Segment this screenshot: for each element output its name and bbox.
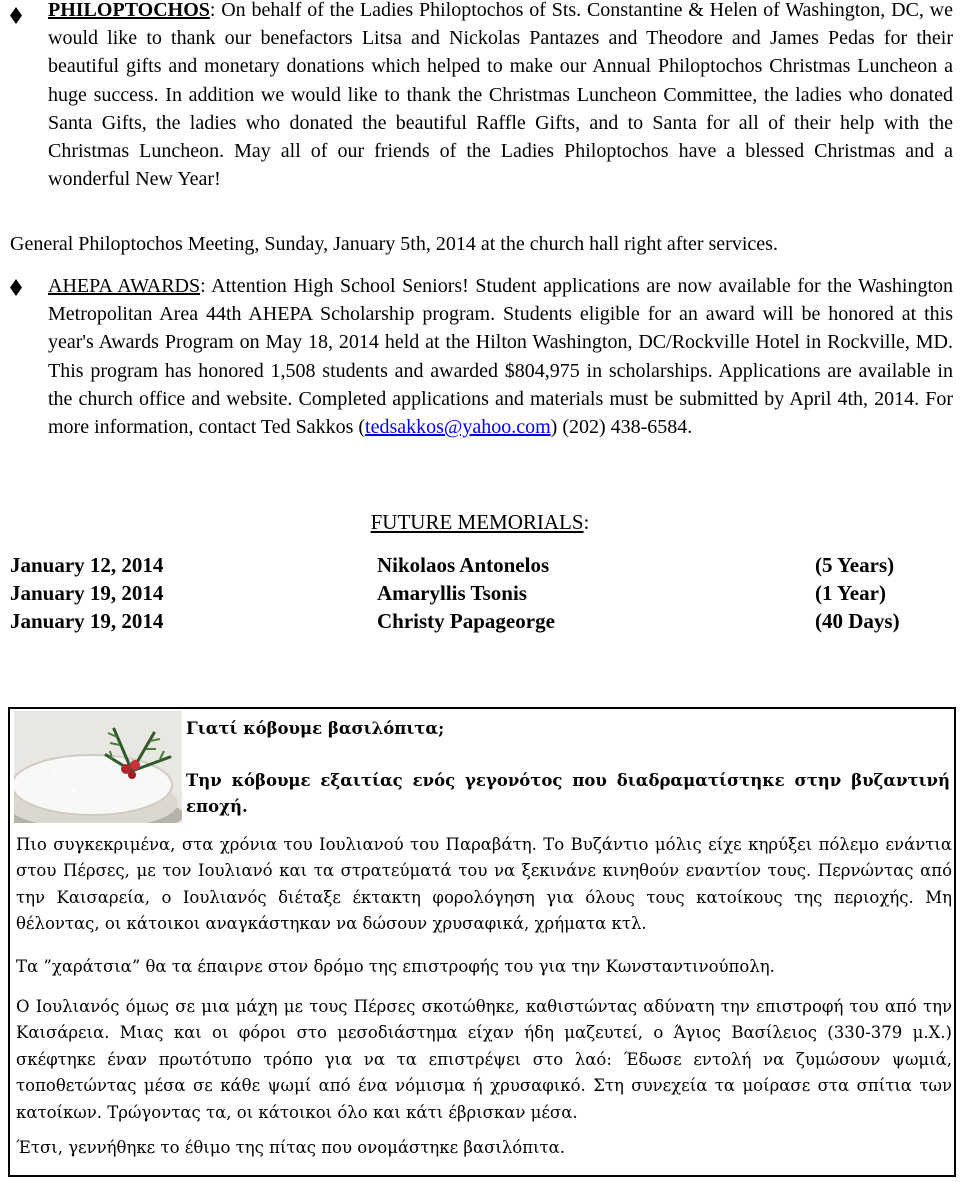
vasilopita-cake-photo [14,711,182,823]
vasilopita-paragraph-1: Πιο συγκεκριμένα, στα χρόνια του Ιουλιανού του Παραβάτη. Το Βυζάντιο μόλις είχε κηρύξει πόλεμο ενάντια στου Πέρσες, με τον Ιουλιανό και τα στρατεύματά του να ξεκινάνε κινηθούν εναντίον τους. Περνώντας από την Καισαρεία, ο Ιουλιανός διέταξε έκτακτη φορολόγηση για όλους τους κατοίκους της περιοχής. Μη θέλοντας, οι κάτοικοι αναγκάστηκαν να δώσουν χρυσαφικά, χρήματα κτλ. [16,835,952,934]
vasilopita-question: Γιατί κόβουμε βασιλόπιτα; [186,719,445,738]
vasilopita-headline: Την κόβουμε εξαιτίας ενός γεγονότος που διαδραματίστηκε στην βυζαντινή εποχή. [186,771,950,816]
memorial-period: (1 Year) [815,581,886,605]
memorial-row [0,607,960,635]
philoptochos-meeting: General Philoptochos Meeting, Sunday, January 5th, 2014 at the church hall right after services. [10,233,778,255]
memorial-date: January 19, 2014 [10,581,164,605]
vasilopita-box [8,707,956,1177]
memorial-name: Amaryllis Tsonis [377,581,527,605]
vasilopita-paragraph-3: Ο Ιουλιανός όμως σε μια μάχη με τους Πέρσες σκοτώθηκε, καθιστώντας αδύνατη την επιστροφή του από την Καισάρεια. Μιας και οι φόροι στο μεσοδιάστημα είχαν ήδη μαζευτεί, ο Άγιος Βασίλειος (330-379 μ.Χ.) σκέφτηκε έναν πρωτότυπο τρόπο για να τα επιστρέψει στο λαό: Έδωσε εντολή να ζυμώσουν ψωμιά, τοποθετώντας μέσα σε κάθε ψωμί από ένα νόμισμα ή χρυσαφικό. Στη συνεχεία τα μοίρασε στα σπίτια των κατοίκων. Τρώγοντας τα, οι κάτοικοι όλο και κάτι έβρισκαν μέσα. [16,997,952,1122]
memorials-title [0,508,960,536]
memorial-date: January 12, 2014 [10,553,164,577]
vasilopita-paragraph-4: Έτσι, γεννήθηκε το έθιμο της πίτας που ονομάστηκε βασιλόπιτα. [16,1138,566,1157]
memorial-name: Nikolaos Antonelos [377,553,550,577]
email-link[interactable]: tedsakkos@yahoo.com [365,416,551,439]
memorials-title-colon: : [583,510,590,534]
philoptochos-text: : On behalf of the Ladies Philoptochos of Sts. Constantine & Helen of Washington, DC, we would like to thank our benefactors Litsa and Nickolas Pantazes and Theodore and James Pedas for their beautiful gifts and monetary donations which helped to make our Annual Philoptochos Christmas Luncheon a huge success. In addition we would like to thank the Christmas Luncheon Committee, the ladies who donated Santa Gifts, the ladies who donated the beautiful Raffle Gifts, and to Santa for all of their help with the Christmas Luncheon. May all of our friends of the Ladies Philoptochos have a blessed Christmas and a wonderful New Year! [48,0,953,191]
memorials-title-text: FUTURE MEMORIALS [370,510,584,534]
memorial-period: (40 Days) [815,609,900,633]
philoptochos-heading: PHILOPTOCHOS [48,0,210,21]
memorial-row [0,579,960,607]
ahepa-tail: ) (202) 438-6584. [550,416,693,439]
memorial-period: (5 Years) [815,553,895,577]
diamond-bullet-icon [10,7,26,25]
ahepa-text: : Attention High School Seniors! Student applications are now available for the Washington Metropolitan Area 44th AHEPA Scholarship program. Students eligible for an award will be honored at this year's Awards Program on May 18, 2014 held at the Hilton Washington, DC/Rockville Hotel in Rockville, MD. This program has honored 1,508 students and awarded $804,975 in scholarships. Applications are available in the church office and website. Completed applications and materials must be submitted by April 4th, 2014. For more information, contact Ted Sakkos ( [48,275,953,439]
memorial-row [0,551,960,579]
diamond-bullet-icon [10,279,26,297]
ahepa-heading: AHEPA AWARDS [48,275,201,297]
vasilopita-paragraph-2: Τα ”χαράτσια” θα τα έπαιρνε στον δρόμο της επιστροφής του για την Κωνσταντινούπολη. [16,957,775,976]
memorial-name: Christy Papageorge [377,609,555,633]
philoptochos-paragraph [48,0,953,193]
memorial-date: January 19, 2014 [10,609,164,633]
ahepa-paragraph [48,272,953,441]
